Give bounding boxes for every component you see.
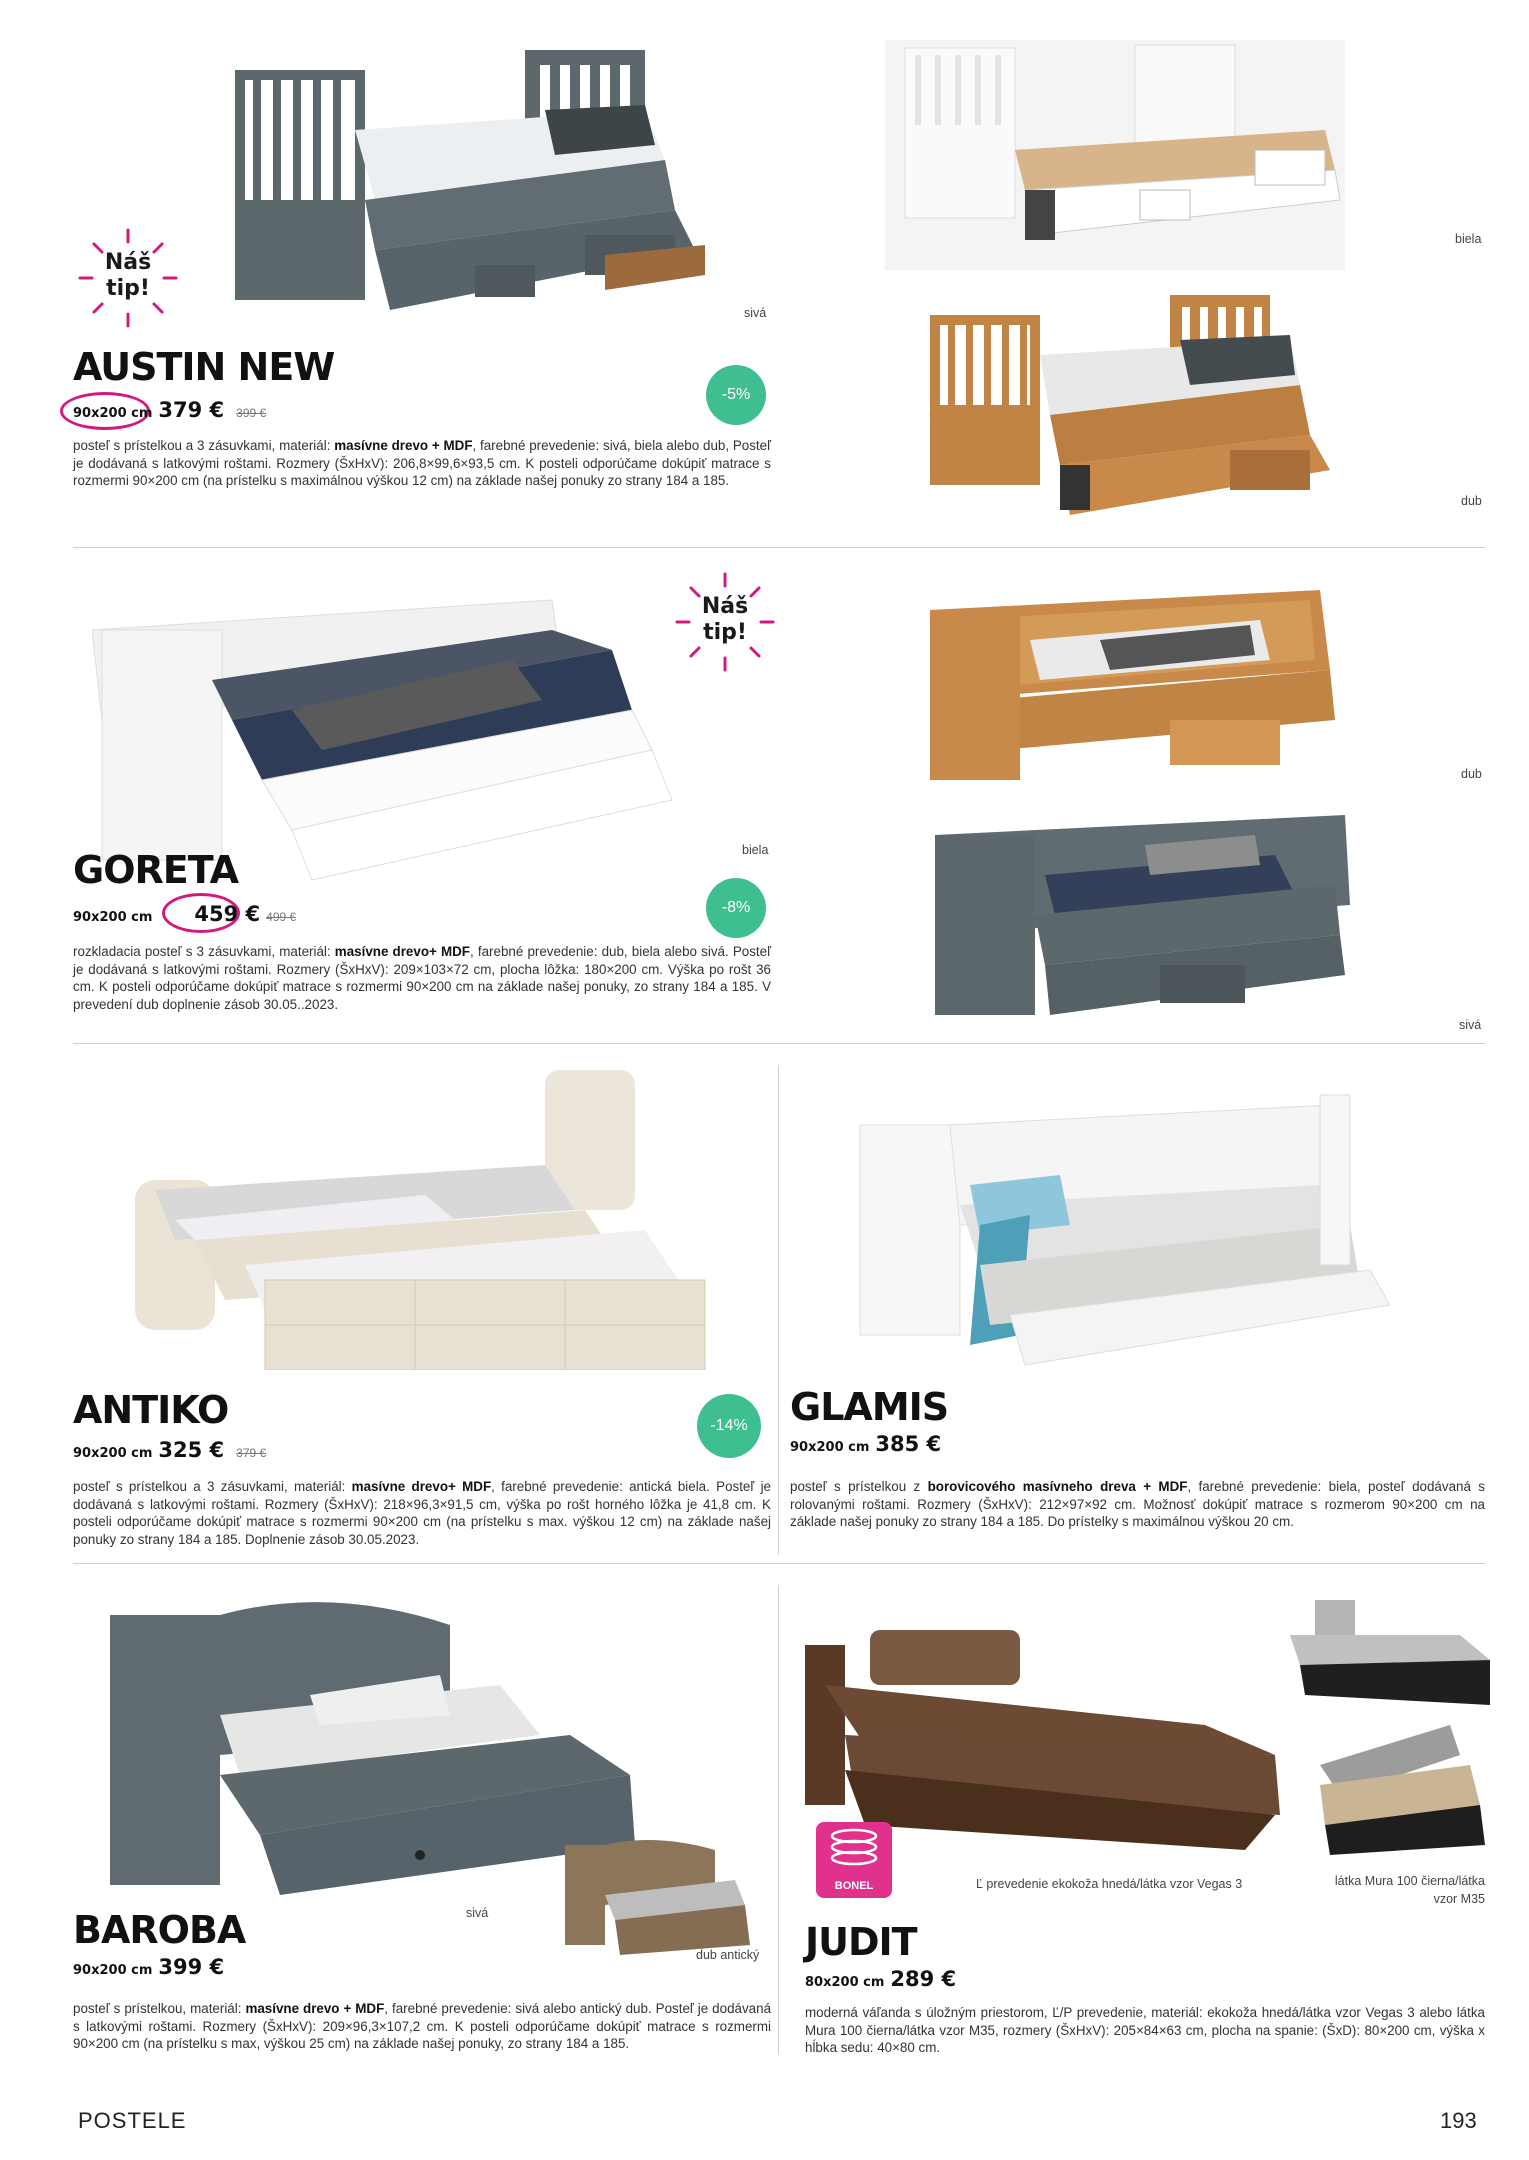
glamis-bed-image	[850, 1085, 1450, 1395]
tip-line1: Náš	[701, 594, 749, 619]
glamis-size: 90x200 cm	[790, 1440, 870, 1455]
divider-1	[73, 547, 1485, 548]
spring-icon	[816, 1822, 892, 1872]
goreta-discount-badge: -8%	[706, 878, 766, 938]
judit-black-sofa-image	[1290, 1600, 1495, 1710]
baroba-description: posteľ s prístelkou, materiál: masívne drevo + MDF, farebné prevedenie: sivá alebo antický dub. Posteľ je dodávaná s latkovými roštami. Rozmery (ŠxHxV): 209×96,3×107,2 cm. K posteli odporúčame dokúpiť matrace s rozmermi 90×200 cm (na prístelku s max, výškou 25 cm) na základe našej ponuky, zo strany 184 a 185.	[73, 2001, 772, 2051]
antiko-title: ANTIKO	[73, 1388, 229, 1432]
divider-2	[73, 1043, 1485, 1044]
baroba-size: 90x200 cm	[73, 1963, 153, 1978]
austin-title: AUSTIN NEW	[73, 345, 335, 389]
vertical-divider-1	[778, 1065, 779, 1555]
goreta-oak-bed-image	[930, 570, 1350, 795]
judit-size: 80x200 cm	[805, 1975, 885, 1990]
austin-oak-bed-image	[930, 295, 1350, 520]
goreta-price-line	[73, 902, 296, 926]
footer-page-number: 193	[1440, 2108, 1477, 2133]
divider-3	[73, 1563, 1485, 1564]
tip-line2: tip!	[703, 620, 747, 645]
antiko-bed-image	[125, 1070, 755, 1370]
goreta-price: 459 €	[194, 902, 261, 926]
glamis-description: posteľ s prístelkou z borovicového masívneho dreva + MDF, farebné prevedenie: biela, posteľ dodávaná s rolovanými roštami. Rozmery (ŠxHxV): 212×97×92 cm. Možnosť dokúpiť matrace s rozmerom 90×200 cm na základe našej ponuky zo strany 184 a 185. Do prístelky s maximálnou výškou 20 cm.	[790, 1479, 1485, 1529]
judit-variant-right: látka Mura 100 čierna/látka vzor M35	[1334, 1874, 1485, 1906]
goreta-variant-white: biela	[742, 843, 769, 857]
austin-gray-bed-image	[225, 50, 725, 320]
goreta-description: rozkladacia posteľ s 3 zásuvkami, materiál: masívne drevo+ MDF, farebné prevedenie: dub, biela alebo sivá. Posteľ je dodávaná s latkovými roštami. Rozmery (ŠxHxV): 209×103×72 cm, plocha lôžka: 180×200 cm. Výška po rošt 36 cm. K posteli odporúčame dokúpiť matrace s rozmermi 90×200 cm na základe našej ponuky, zo strany 184 a 185. V prevedení dub doplnenie zásob 30.05..2023.	[73, 944, 771, 1012]
austin-size: 90x200 cm	[73, 406, 153, 421]
goreta-variant-gray: sivá	[1459, 1018, 1482, 1032]
austin-price-line	[73, 398, 266, 422]
baroba-price-line	[73, 1955, 224, 1979]
antiko-discount-badge: -14%	[697, 1394, 761, 1458]
antiko-size: 90x200 cm	[73, 1446, 153, 1461]
nas-tip-badge-goreta	[675, 572, 775, 672]
austin-variant-white: biela	[1455, 232, 1482, 246]
antiko-price: 325 €	[158, 1438, 225, 1462]
judit-title: JUDIT	[805, 1920, 917, 1964]
judit-price: 289 €	[890, 1967, 957, 1991]
baroba-variant-oak: dub antický	[696, 1948, 760, 1962]
baroba-variant-gray: sivá	[466, 1906, 489, 1920]
judit-variant-left: Ľ prevedenie ekokoža hnedá/látka vzor Vegas 3	[976, 1877, 1243, 1891]
austin-price: 379 €	[158, 398, 225, 422]
vertical-divider-2	[778, 1585, 779, 2055]
tip-line2: tip!	[106, 276, 150, 301]
austin-description: posteľ s prístelkou a 3 zásuvkami, materiál: masívne drevo + MDF, farebné prevedenie: sivá, biela alebo dub, Posteľ je dodávaná s latkovými roštami. Rozmery (ŠxHxV): 206,8×99,6×93,5 cm. K posteli odporúčame dokúpiť matrace s rozmermi 90×200 cm (na prístelku s maximálnou výškou 12 cm) na základe našej ponuky zo strany 184 a 185.	[73, 438, 771, 488]
bonel-label: BONEL	[834, 1880, 874, 1892]
baroba-oak-bed-image	[565, 1835, 755, 1955]
austin-old-price: 399 €	[236, 406, 267, 420]
glamis-price: 385 €	[875, 1432, 942, 1456]
antiko-price-line	[73, 1438, 266, 1462]
judit-description: moderná váľanda s úložným priestorom, Ľ/P prevedenie, materiál: ekokoža hnedá/látka vzor Vegas 3 alebo látka Mura 100 čierna/látka vzor M35, rozmery (ŠxHxV): 205×84×63 cm, plocha na spanie: (ŠxD): 80×200 cm, výška x hĺbka sedu: 40×80 cm.	[805, 2005, 1485, 2055]
baroba-gray-bed-image	[100, 1585, 640, 1895]
baroba-title: BAROBA	[73, 1908, 246, 1952]
austin-variant-oak: dub	[1461, 494, 1482, 508]
antiko-description: posteľ s prístelkou a 3 zásuvkami, materiál: masívne drevo+ MDF, farebné prevedenie: antická biela. Posteľ je dodávaná s latkovými roštami. Rozmery (ŠxHxV): 218×96,3×91,5 cm, výška po rošt horného lôžka je 41,8 cm. K posteli odporúčame dokúpiť matrace s rozmermi 90×200 cm (na prístelku s max. výškou 12 cm) na základe našej ponuky zo strany 184 a 185. Doplnenie zásob 30.05.2023.	[73, 1479, 771, 1547]
glamis-title: GLAMIS	[790, 1385, 949, 1429]
tip-line1: Náš	[104, 250, 152, 275]
judit-open-storage-image	[1300, 1725, 1495, 1855]
antiko-old-price: 379 €	[236, 1446, 267, 1460]
goreta-white-bed-image	[92, 570, 752, 880]
judit-brown-sofa-image	[805, 1615, 1285, 1850]
glamis-price-line	[790, 1432, 941, 1456]
bonel-spring-badge	[816, 1822, 892, 1898]
goreta-variant-oak: dub	[1461, 767, 1482, 781]
goreta-size: 90x200 cm	[73, 910, 153, 925]
footer-section-label: POSTELE	[78, 2108, 187, 2133]
judit-price-line	[805, 1967, 956, 1991]
nas-tip-badge-austin	[78, 228, 178, 328]
austin-discount-badge: -5%	[706, 365, 766, 425]
goreta-title: GORETA	[73, 848, 239, 892]
austin-variant-gray: sivá	[744, 306, 767, 320]
goreta-gray-bed-image	[935, 815, 1355, 1025]
baroba-price: 399 €	[158, 1955, 225, 1979]
goreta-old-price: 499 €	[266, 910, 297, 924]
austin-white-bed-image	[885, 40, 1345, 270]
